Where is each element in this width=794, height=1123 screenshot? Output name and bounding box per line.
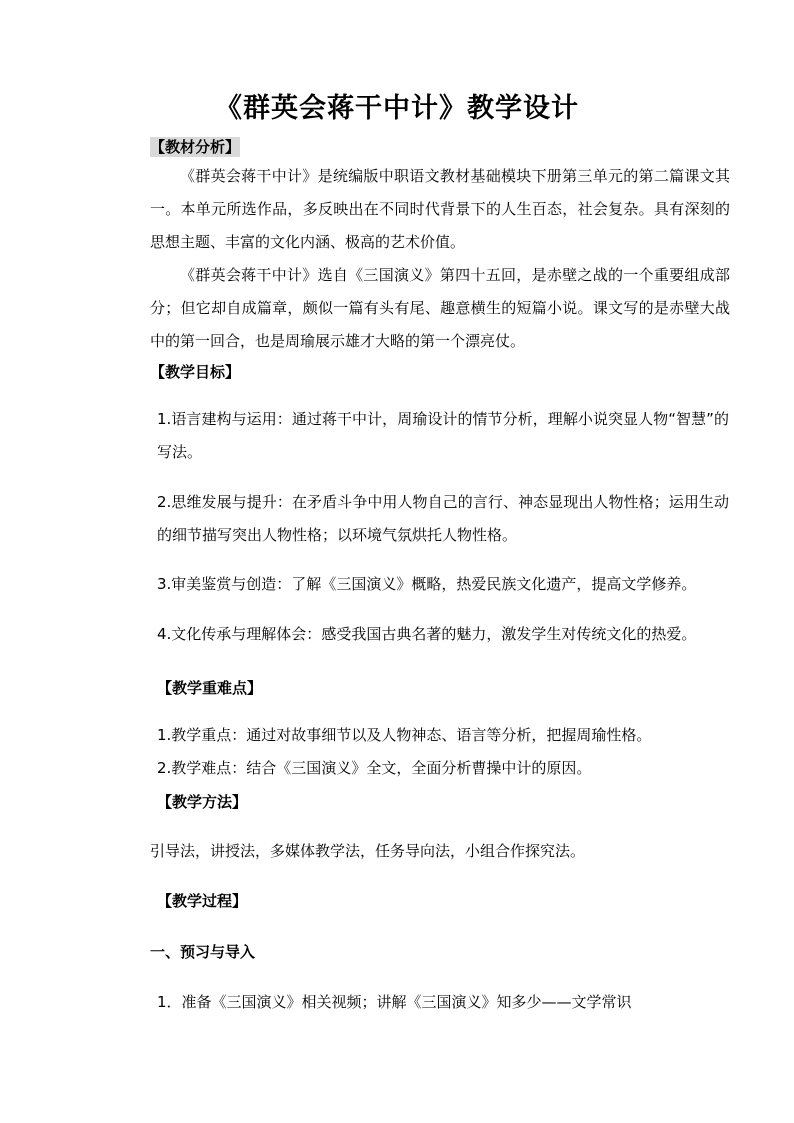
process-step-1: 1．准备《三国演义》相关视频；讲解《三国演义》知多少——文学常识 [157, 993, 632, 1011]
document-title: 《群英会蒋干中计》教学设计 [215, 93, 579, 124]
analysis-paragraph-1: 《群英会蒋干中计》是统编版中职语文教材基础模块下册第三单元的第二篇课文其一。本单元所选作品，多反映出在不同时代背景下的人生百态，社会复杂。具有深刻的思想主题、丰富的文化内涵、极高的艺术价值。 [150, 167, 730, 251]
analysis-paragraph-2: 《群英会蒋干中计》选自《三国演义》第四十五回，是赤壁之战的一个重要组成部分；但它却自成篇章，颇似一篇有头有尾、趣意横生的短篇小说。课文写的是赤壁大战中的第一回合，也是周瑜展示雄才大略的第一个漂亮仗。 [150, 266, 730, 350]
keypoint-item-1: 1.教学重点：通过对故事细节以及人物神态、语言等分析，把握周瑜性格。 [157, 726, 652, 744]
heading-keypoints: 【教学重难点】 [157, 679, 263, 697]
heading-analysis-label: 【教材分析】 [150, 138, 241, 156]
goal-item-1: 1.语言建构与运用：通过蒋干中计，周瑜设计的情节分析，理解小说突显人物“智慧”的写法。 [157, 410, 729, 461]
subheading-preview-intro: 一、预习与导入 [150, 943, 256, 961]
heading-goals: 【教学目标】 [150, 363, 241, 381]
keypoint-item-2: 2.教学难点：结合《三国演义》全文，全面分析曹操中计的原因。 [157, 759, 592, 777]
goal-item-4: 4.文化传承与理解体会：感受我国古典名著的魅力，激发学生对传统文化的热爱。 [157, 625, 697, 643]
heading-analysis [150, 136, 240, 157]
methods-text: 引导法，讲授法，多媒体教学法，任务导向法，小组合作探究法。 [150, 842, 586, 860]
goal-item-3: 3.审美鉴赏与创造：了解《三国演义》概略，热爱民族文化遗产，提高文学修养。 [157, 575, 697, 593]
goal-item-2: 2.思维发展与提升：在矛盾斗争中用人物自己的言行、神态显现出人物性格；运用生动的细节描写突出人物性格；以环境气氛烘托人物性格。 [157, 493, 729, 544]
heading-methods: 【教学方法】 [157, 793, 248, 811]
heading-process: 【教学过程】 [157, 892, 248, 910]
